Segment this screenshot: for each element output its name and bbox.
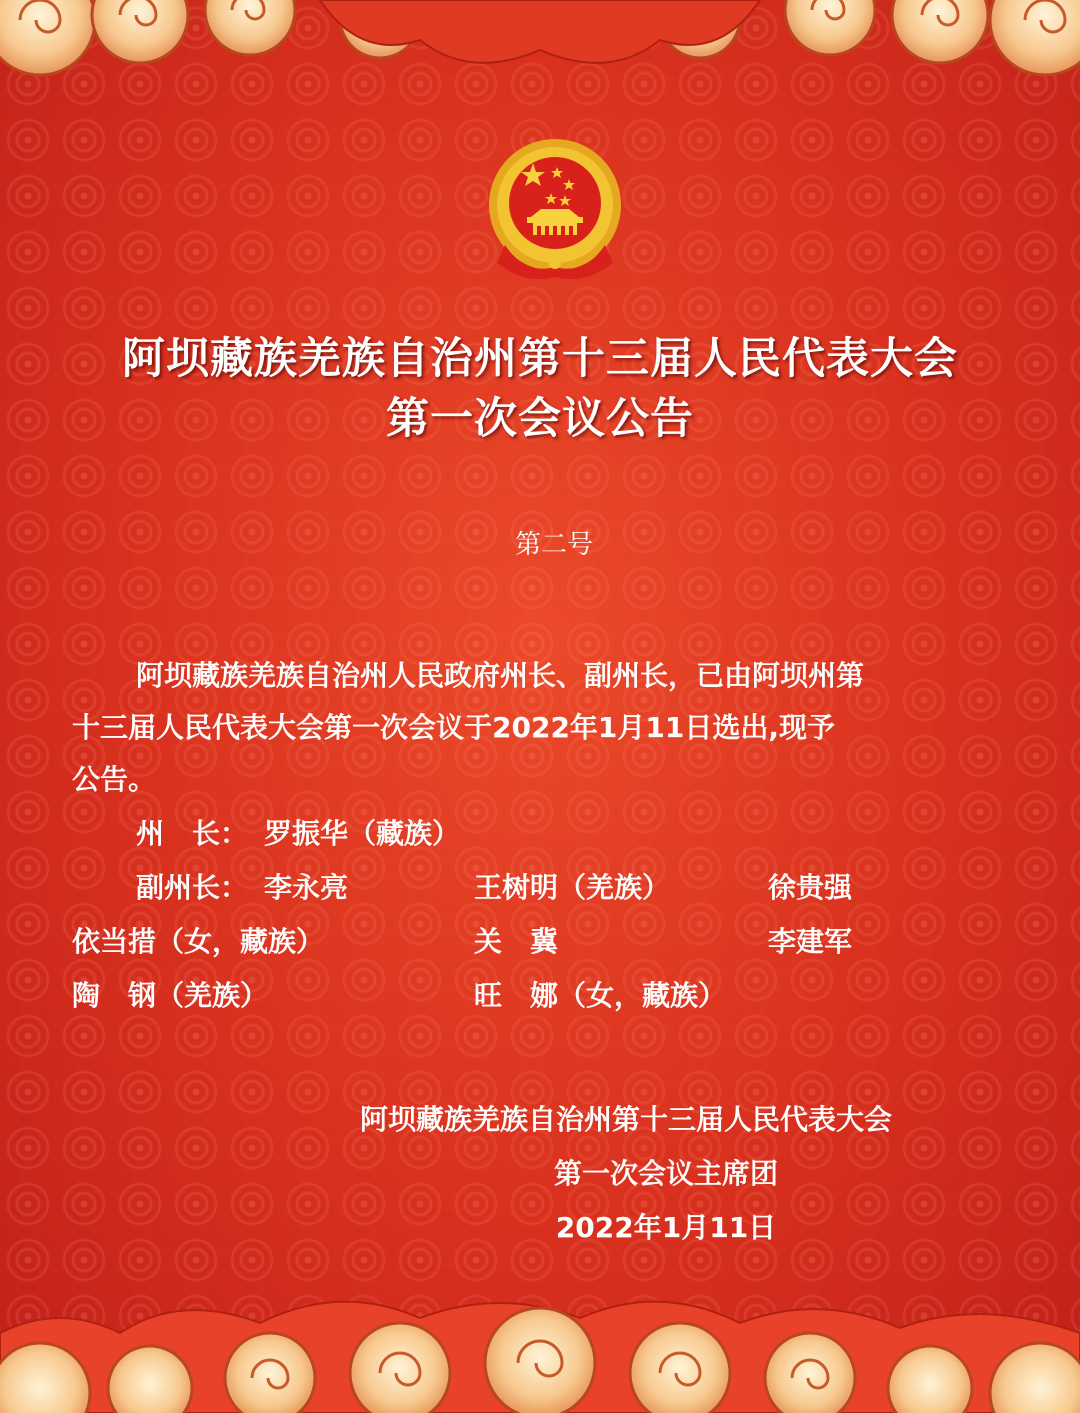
governor-label: 州 长： bbox=[136, 817, 249, 850]
top-cloud-decoration-icon bbox=[0, 0, 1080, 120]
document-number: 第二号 bbox=[514, 530, 593, 560]
signature-organization-line1: 阿坝藏族羌族自治州第十三届人民代表大会 bbox=[360, 1103, 893, 1136]
deputy-name: 依当措（女，藏族） bbox=[72, 925, 325, 958]
signature-organization-line2: 第一次会议主席团 bbox=[553, 1157, 778, 1190]
deputy-name: 李建军 bbox=[768, 925, 853, 958]
governor-name: 罗振华（藏族） bbox=[264, 817, 461, 850]
announcement-title-line2: 第一次会议公告 bbox=[386, 394, 694, 444]
deputy-name: 徐贵强 bbox=[768, 871, 853, 904]
body-paragraph-line2: 十三届人民代表大会第一次会议于2022年1月11日选出,现予 bbox=[72, 711, 836, 744]
signature-date: 2022年1月11日 bbox=[555, 1211, 777, 1244]
bottom-cloud-decoration-icon bbox=[0, 1263, 1080, 1413]
deputy-name: 陶 钢（羌族） bbox=[72, 979, 269, 1012]
national-emblem-icon bbox=[485, 135, 625, 285]
body-paragraph-line1: 阿坝藏族羌族自治州人民政府州长、副州长，已由阿坝州第 bbox=[136, 659, 865, 692]
deputy-governor-label: 副州长： bbox=[136, 871, 249, 904]
deputy-name: 王树明（羌族） bbox=[474, 871, 671, 904]
deputy-name: 关 冀 bbox=[474, 925, 559, 958]
body-paragraph-line3: 公告。 bbox=[72, 763, 157, 796]
deputy-name: 旺 娜（女，藏族） bbox=[474, 979, 727, 1012]
announcement-title-line1: 阿坝藏族羌族自治州第十三届人民代表大会 bbox=[122, 334, 958, 384]
deputy-name: 李永亮 bbox=[264, 871, 349, 904]
